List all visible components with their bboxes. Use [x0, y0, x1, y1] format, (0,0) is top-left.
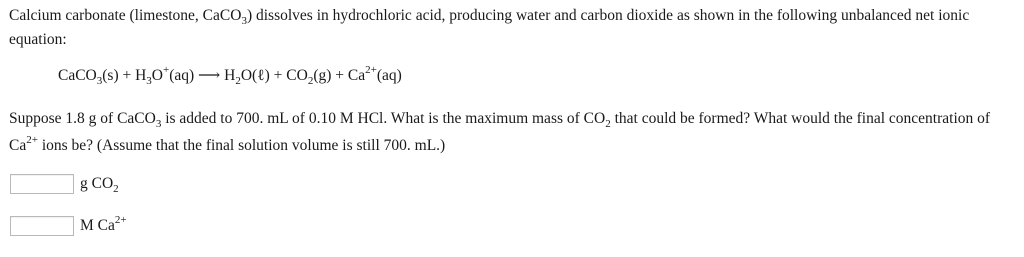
question-text: ions be? (Assume that the final solution volume is still 700. mL.): [37, 137, 446, 154]
question-text: that could be formed? What would the final concentration of Ca: [9, 110, 991, 154]
problem-intro: [9, 4, 1015, 52]
unit-subscript: 2: [113, 183, 119, 195]
ca-concentration-unit: [80, 214, 127, 235]
equation-text: O: [151, 67, 163, 84]
answer-row-co2-mass: [10, 173, 119, 195]
equation-text: CaCO: [58, 67, 97, 84]
equation-subscript: 3: [146, 75, 152, 87]
question-superscript: 2+: [26, 134, 38, 146]
equation-text: (g) + Ca: [313, 67, 366, 84]
equation-subscript: 2: [235, 75, 241, 87]
co2-mass-unit: [80, 175, 119, 193]
equation-subscript: 3: [96, 75, 103, 87]
ca-concentration-input[interactable]: [10, 216, 74, 236]
equation-subscript: 2: [307, 75, 314, 87]
equation-text: (aq): [376, 67, 402, 84]
problem-question: [9, 105, 1015, 159]
net-ionic-equation: [58, 64, 402, 88]
unit-text: M Ca: [80, 217, 115, 234]
intro-text-end: ) dissolves in hydrochloric acid, producing water and carbon dioxide as shown in the following unbalanced net ionic equation:: [9, 7, 970, 48]
question-subscript: 3: [155, 118, 162, 130]
question-text: Suppose 1.8 g of CaCO: [9, 110, 156, 127]
unit-superscript: 2+: [114, 214, 127, 226]
co2-mass-input[interactable]: [10, 174, 74, 194]
equation-superscript: +: [163, 64, 170, 76]
question-subscript: 2: [605, 118, 611, 130]
equation-text: O(ℓ) + CO: [240, 67, 308, 84]
intro-text-start: Calcium carbonate (limestone, CaCO: [9, 7, 242, 24]
equation-text: (aq) ⟶ H: [169, 67, 236, 84]
question-text: is added to 700. mL of 0.10 M HCl. What is the maximum mass of CO: [161, 110, 606, 127]
equation-text: (s) + H: [102, 67, 147, 84]
answer-row-ca-concentration: [10, 215, 127, 237]
intro-formula-subscript: 3: [241, 15, 247, 27]
equation-superscript: 2+: [365, 64, 377, 76]
unit-text: g CO: [80, 175, 114, 192]
